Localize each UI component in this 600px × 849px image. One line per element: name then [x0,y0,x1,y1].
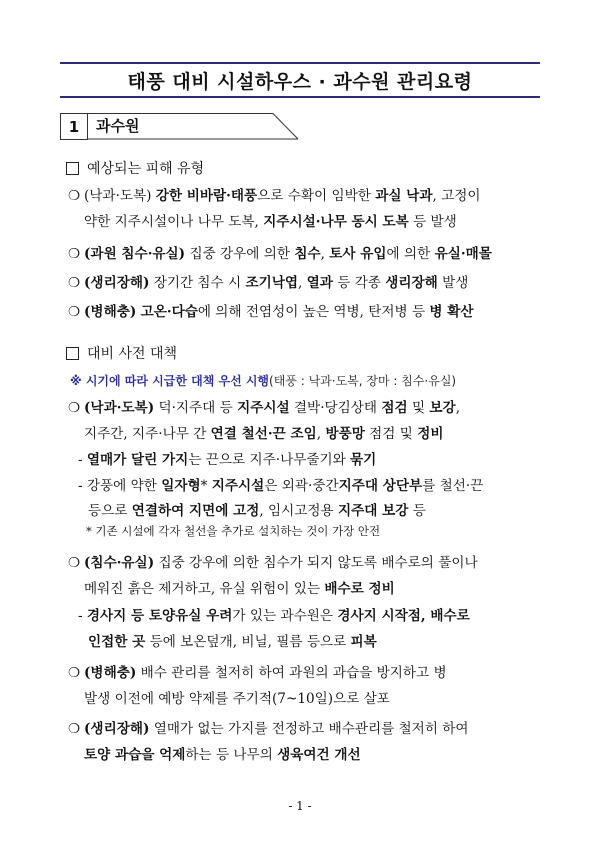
prep-item-line [84,742,564,768]
body-text: , 고정이 [432,188,481,204]
body-text: 장기간 침수 시 [149,275,246,291]
emphasis-text: 피복 [350,634,377,650]
body-text: 약한 지주시설이나 나무 도복, [84,214,264,230]
body-text: 를 철선·끈 [422,478,484,494]
body-text: 및 [407,400,430,416]
checkbox-bullet-icon [66,347,79,360]
body-text: , [298,275,307,291]
body-text: 등에 보온덮개, 비닐, 필름 등으로 [145,634,351,650]
emphasis-text: 경사지 등 토양유실 우려 [86,608,233,624]
prep-item-line [84,576,564,602]
body-text: 열매가 없는 가지를 전정하고 배수관리를 철저히 하여 [149,721,469,737]
emphasis-text: (병해충) [84,304,137,320]
heading-preparation-text: 대비 사전 대책 [87,346,178,362]
emphasis-text: 정비 [417,426,444,442]
body-text: - 강풍에 약한 [78,478,162,494]
body-text: 발생 [437,275,469,291]
emphasis-text: (침수·유실) [84,555,155,571]
body-text: 에 의해 전염성이 높은 역병, 탄저병 등 [197,304,430,320]
prep-item-line [84,686,564,712]
heading-damage-text: 예상되는 피해 유형 [87,161,205,177]
emphasis-text: (생리장해) [84,721,150,737]
body-text: 는 끈으로 지주·나무줄기와 [188,452,351,468]
body-text: 점검 및 [364,426,418,442]
emphasis-text: (생리장해) [84,275,150,291]
emphasis-text: (낙과·도복) [84,400,155,416]
prep-item-line [68,550,548,576]
emphasis-text: 유실·매몰 [434,246,492,262]
emphasis-text: 열과 [306,275,333,291]
body-text: 결박·당김상태 [289,400,382,416]
priority-note-main: ※ 시기에 따라 시급한 대책 우선 시행 [70,374,270,388]
emphasis-text: 지주시설·나무 동시 도복 [263,214,409,230]
prep-item-line [68,716,548,742]
emphasis-text: 점검 [381,400,408,416]
checkbox-bullet-icon [66,162,79,175]
prep-item-line [84,421,564,447]
section-header [60,113,280,140]
emphasis-text: 침수 [294,246,321,262]
body-text: , [455,400,461,416]
body-text: 지주간, 지주·나무 간 [84,426,211,442]
circle-bullet-icon: ❍ [68,665,81,681]
emphasis-text: 과실 낙과 [375,188,433,204]
prep-sub-line [88,629,568,655]
footnote: * 기존 시설에 각자 철선을 추가로 설치하는 것이 가장 안전 [86,524,381,538]
emphasis-text: 생육여건 개선 [277,747,361,763]
prep-sub-line [78,473,558,499]
body-text: 등 발생 [408,214,457,230]
body-text: 은 외곽·중간 [264,478,339,494]
emphasis-text: 지주대 상단부 [338,478,423,494]
circle-bullet-icon: ❍ [68,304,81,320]
body-text: 메워진 흙은 제거하고, 유실 위험이 있는 [84,581,325,597]
body-text: 에 의한 [386,246,435,262]
emphasis-text: 연결 철선·끈 조임 [210,426,317,442]
heading-preparation [66,343,177,363]
body-text: , [320,246,330,262]
circle-bullet-icon: ❍ [68,246,81,262]
emphasis-text: 조기낙엽 [245,275,298,291]
body-text: 집중 강우에 의한 침수가 되지 않도록 배수로의 풀이나 [154,555,478,571]
priority-note [70,372,456,389]
body-text: , 임시고정용 [259,503,338,519]
damage-item-line [68,270,548,296]
prep-item-line [68,660,548,686]
body-text: 배수 관리를 철저히 하여 과원의 과습을 방지하고 병 [136,665,447,681]
emphasis-text: (병해충) [84,665,137,681]
emphasis-text: 방풍망 [325,426,365,442]
emphasis-text: 토양 과습을 억제 [84,747,186,763]
page-number: - 1 - [288,799,312,813]
emphasis-text: 경사지 시작점, 배수로 [337,608,470,624]
emphasis-text: 고온·다습 [140,304,198,320]
body-text: , [316,426,326,442]
damage-item-line [68,183,548,209]
emphasis-text: 지주시설 [237,400,290,416]
body-text: - [78,452,87,468]
emphasis-text: 생리장해 [385,275,438,291]
damage-item-line [84,209,564,235]
prep-sub-line [78,447,558,473]
document-title: 태풍 대비 시설하우스 · 과수원 관리요령 [127,70,473,93]
body-text: * [200,478,212,494]
body-text: 발생 이전에 예방 약제를 주기적(7~10일)으로 살포 [84,691,390,707]
body-text: - [78,608,87,624]
circle-bullet-icon: ❍ [68,275,81,291]
damage-item-line [68,299,548,325]
emphasis-text: 토사 유입 [329,246,387,262]
document-title-box [60,62,540,98]
emphasis-text: 배수로 정비 [324,581,395,597]
damage-item-line [68,241,548,267]
emphasis-text: 지주시설 [211,478,265,494]
body-text: 으로 수확이 임박한 [257,188,376,204]
body-text: 가 있는 과수원은 [232,608,338,624]
section-number: 1 [60,113,88,140]
prep-sub-line [88,498,568,524]
circle-bullet-icon: ❍ [68,555,81,571]
circle-bullet-icon: ❍ [68,188,81,204]
body-text: 집중 강우에 의한 [185,246,295,262]
emphasis-text: (과원 침수·유실) [84,246,186,262]
section-label: 과수원 [96,117,140,135]
emphasis-text: 일자형 [161,478,201,494]
body-text: 등 각종 [332,275,386,291]
emphasis-text: 병 확산 [429,304,474,320]
body-text: 등으로 [88,503,132,519]
emphasis-text: 보강 [429,400,456,416]
emphasis-text: 인접한 곳 [88,634,146,650]
prep-item-line [68,395,548,421]
circle-bullet-icon: ❍ [68,721,81,737]
emphasis-text: 묶기 [350,452,377,468]
emphasis-text: 연결하여 지면에 고정 [131,503,260,519]
priority-note-detail: (태풍 : 낙과·도복, 장마 : 침수·유실) [269,374,457,388]
prep-sub-line [78,603,558,629]
emphasis-text: 열매가 달린 가지 [86,452,189,468]
body-text: 하는 등 나무의 [185,747,278,763]
body-text: (낙과·도복) [84,188,156,204]
body-text: 덕·지주대 등 [154,400,238,416]
body-text: 등 [408,503,426,519]
emphasis-text: 강한 비바람·태풍 [155,188,258,204]
emphasis-text: 지주대 보강 [338,503,409,519]
heading-damage-types [66,158,204,178]
circle-bullet-icon: ❍ [68,400,81,416]
